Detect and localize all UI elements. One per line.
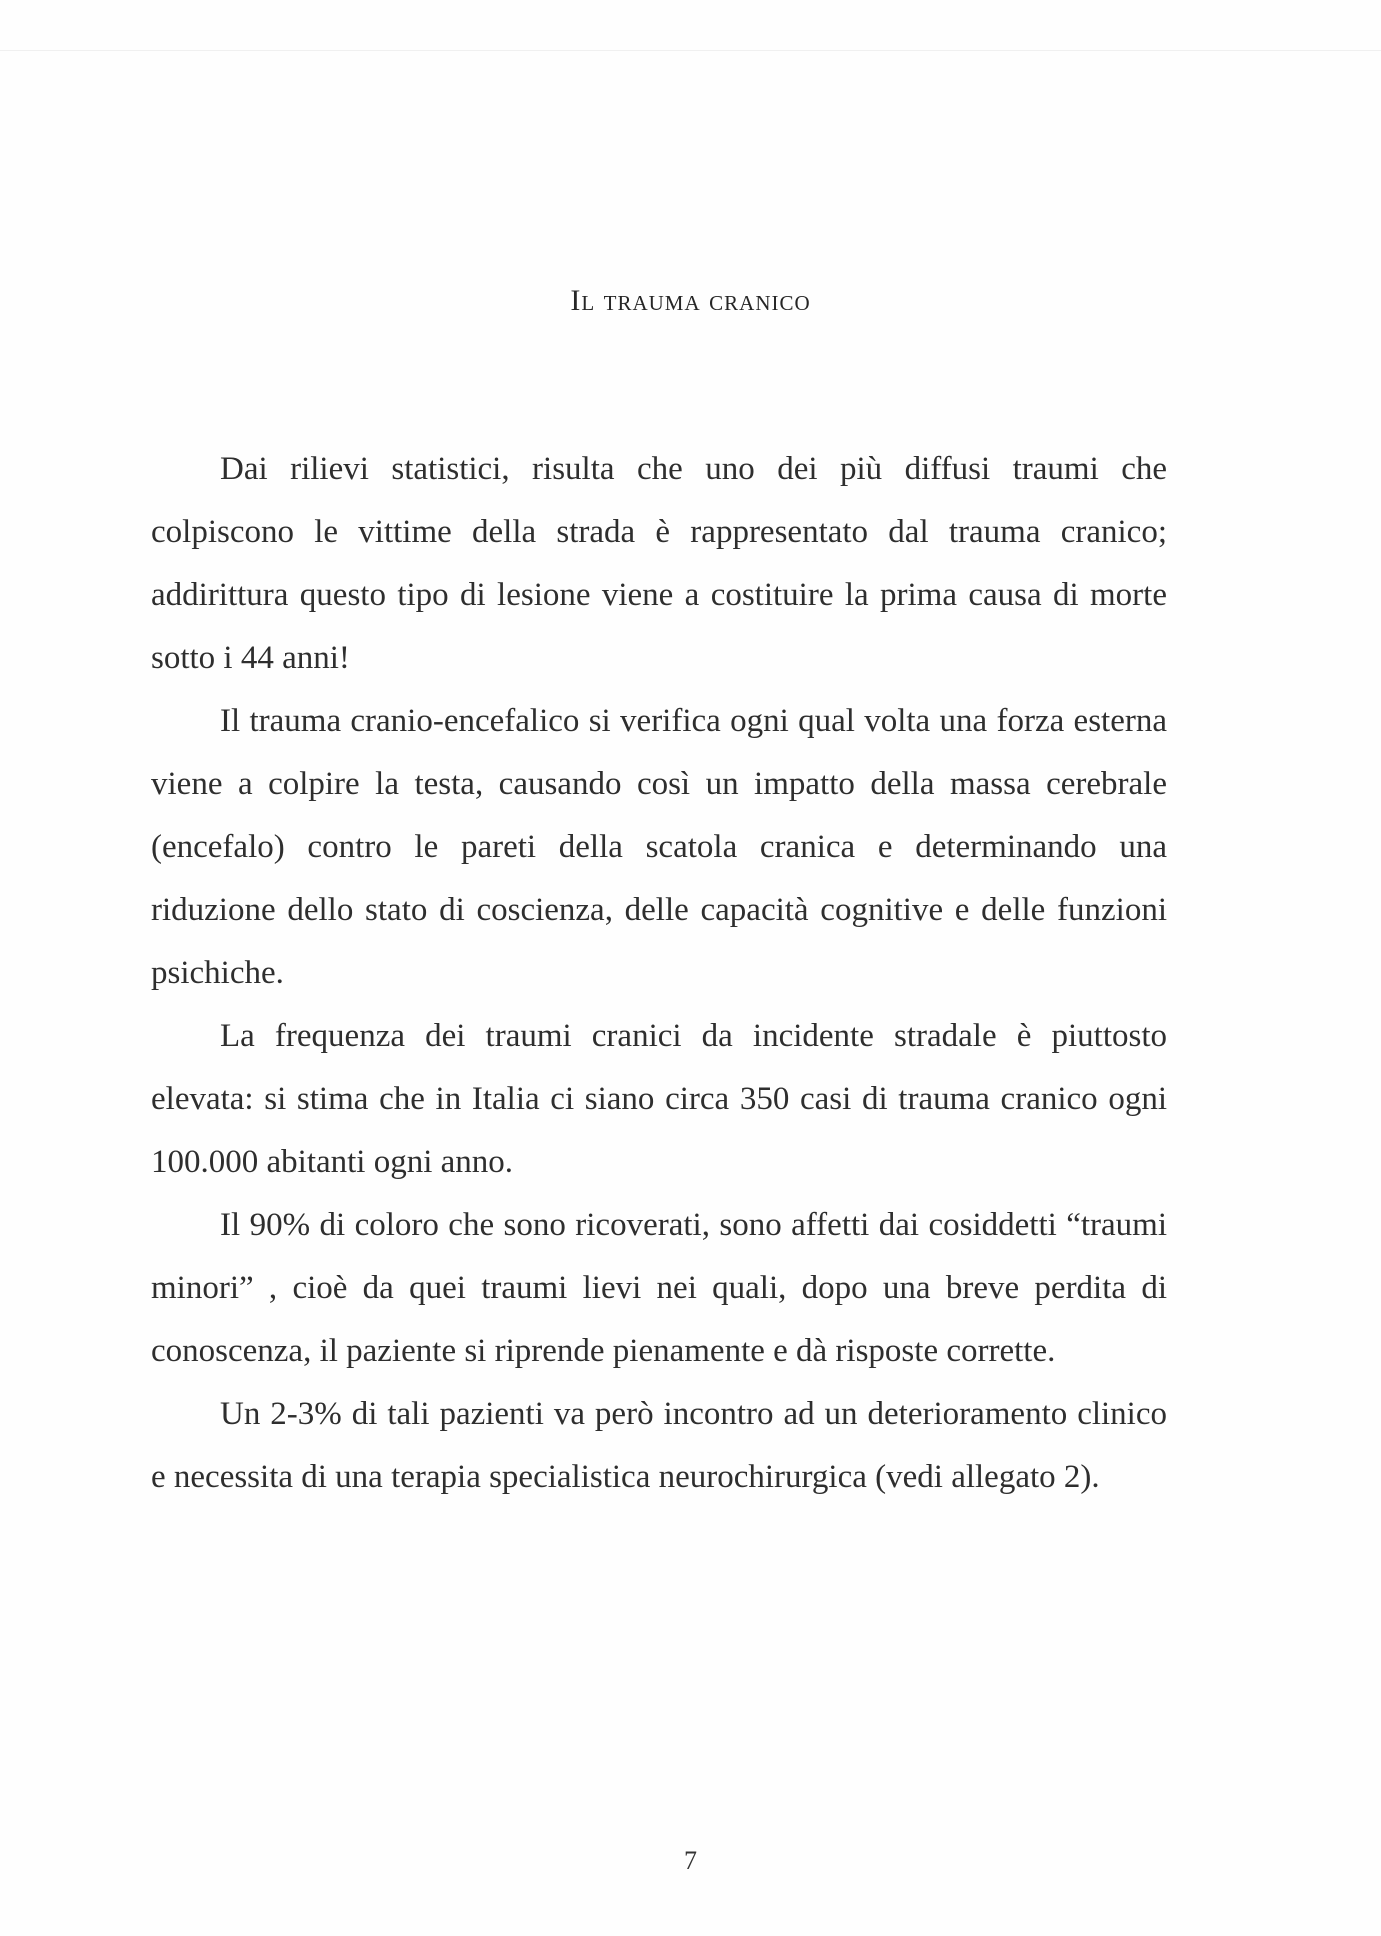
paragraph: Un 2-3% di tali pazienti va però incontro ad un deterioramento clinico e necessita di una terapia specialistica neurochirurgica (vedi allegato 2). bbox=[151, 1396, 1167, 1495]
scan-edge-line bbox=[0, 50, 1381, 51]
paragraph: Il trauma cranio-encefalico si verifica ogni qual volta una forza esterna viene a colpire la testa, causando così un impatto della massa cerebrale (encefalo) contro le pareti della scatola cranica e determinando una riduzione dello stato di coscienza, delle capacità cognitive e delle funzioni psichiche. bbox=[151, 703, 1167, 991]
paragraph: Il 90% di coloro che sono ricoverati, sono affetti dai cosiddetti “traumi minori” , cioè da quei traumi lievi nei quali, dopo una breve perdita di conoscenza, il paziente si riprende pienamente e dà risposte corrette. bbox=[151, 1207, 1167, 1369]
paragraph: La frequenza dei traumi cranici da incidente stradale è piuttosto elevata: si stima che in Italia ci siano circa 350 casi di trauma cranico ogni 100.000 abitanti ogni anno. bbox=[151, 1018, 1167, 1180]
paragraph: Dai rilievi statistici, risulta che uno dei più diffusi traumi che colpiscono le vittime della strada è rappresentato dal trauma cranico; addirittura questo tipo di lesione viene a costituire la prima causa di morte sotto i 44 anni! bbox=[151, 451, 1167, 676]
body-text bbox=[151, 438, 1167, 1509]
page-number: 7 bbox=[684, 1846, 697, 1875]
page-title: Il trauma cranico bbox=[570, 284, 811, 317]
